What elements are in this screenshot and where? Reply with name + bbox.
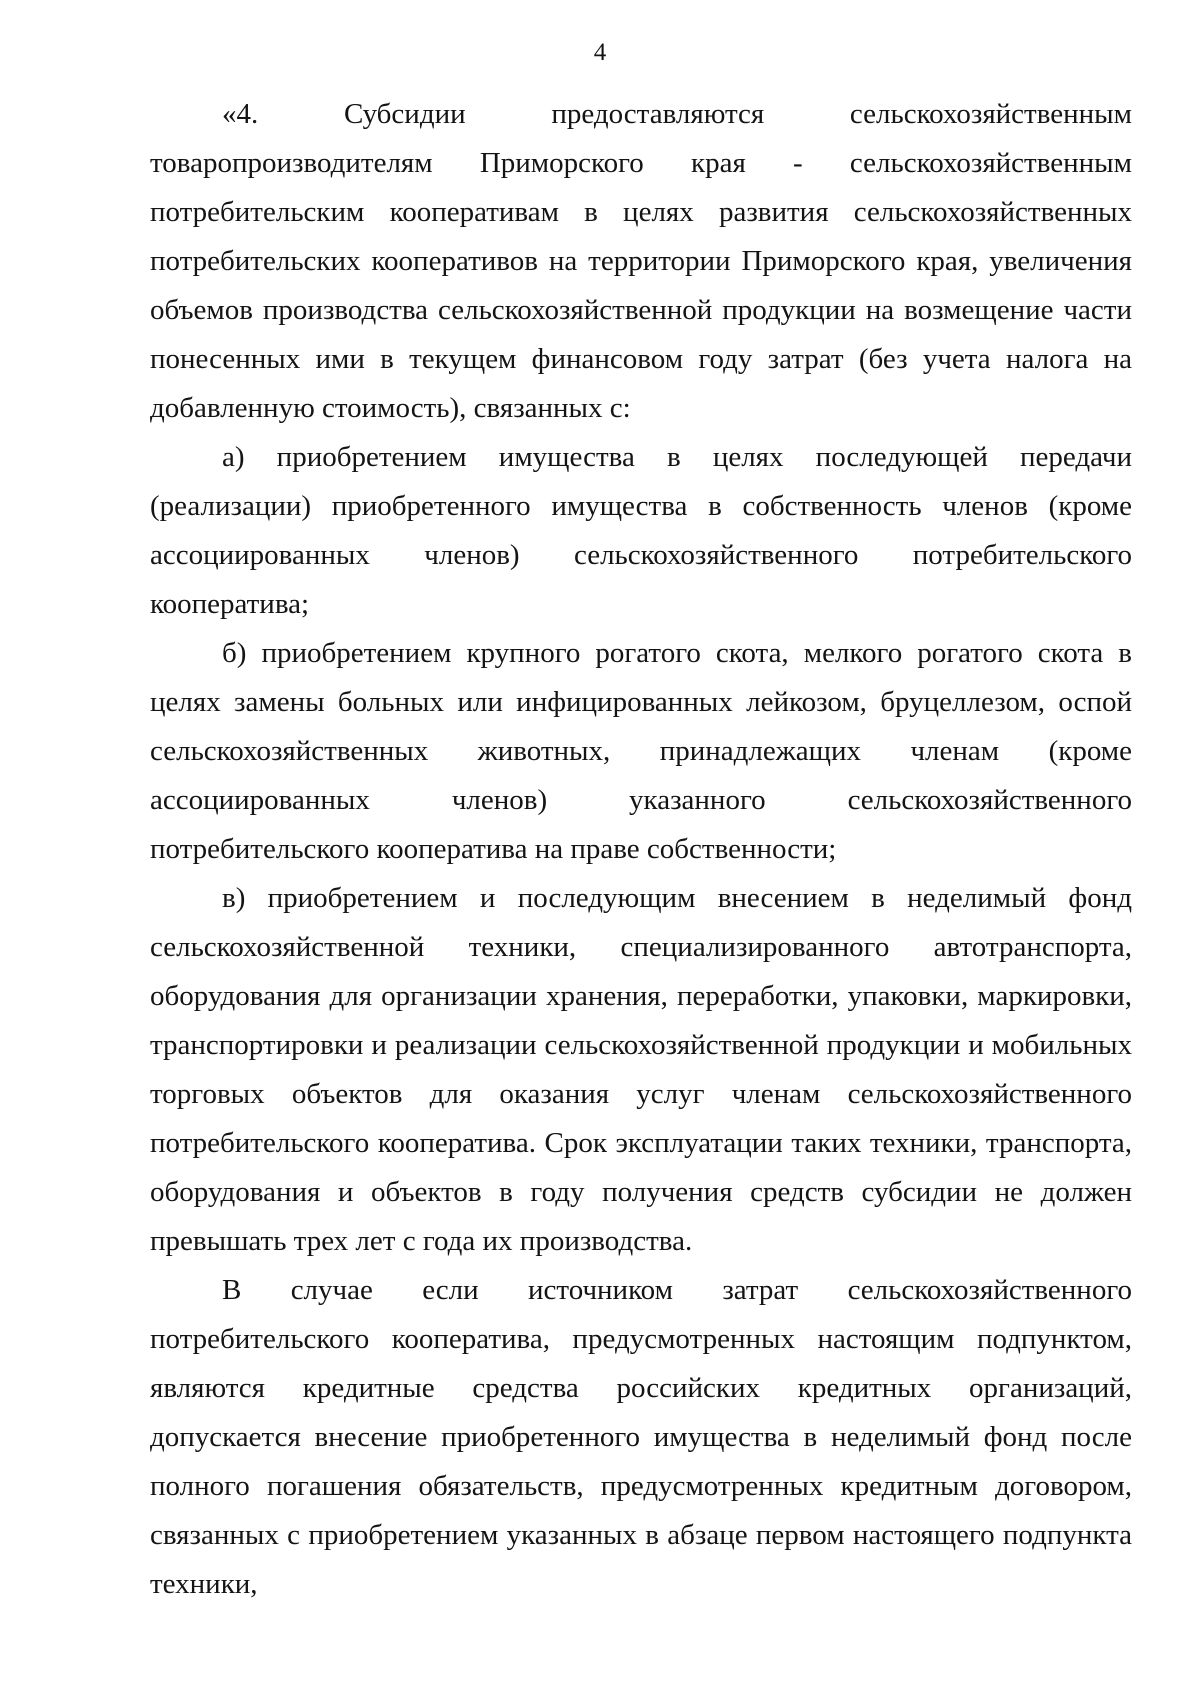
page-number: 4 xyxy=(593,39,607,66)
paragraph-item-v: в) приобретением и последующим внесением в неделимый фонд сельскохозяйственной техники, специализированного автотранспорта, оборудования для организации хранения, переработки, упаковки, маркировки, транспортировки и реализации сельскохозяйственной продукции и мобильных торговых объектов для оказания услуг членам сельскохозяйственного потребительского кооператива. Срок эксплуатации таких техники, транспорта, оборудования и объектов в году получения средств субсидии не должен превышать трех лет с года их производства. xyxy=(150,882,1132,1257)
paragraph-item-a: а) приобретением имущества в целях последующей передачи (реализации) приобретенного имущества в собственность членов (кроме ассоциированных членов) сельскохозяйственного потребительского кооператива; xyxy=(150,441,1132,620)
paragraph-subsidy-intro: «4. Субсидии предоставляются сельскохозяйственным товаропроизводителям Приморского края - сельскохозяйственным потребительским кооперативам в целях развития сельскохозяйственных потребительских кооперативов на территории Приморского края, увеличения объемов производства сельскохозяйственной продукции на возмещение части понесенных ими в текущем финансовом году затрат (без учета налога на добавленную стоимость), связанных с: xyxy=(150,98,1132,424)
paragraph-credit-case: В случае если источником затрат сельскохозяйственного потребительского кооператива, предусмотренных настоящим подпунктом, являются кредитные средства российских кредитных организаций, допускается внесение приобретенного имущества в неделимый фонд после полного погашения обязательств, предусмотренных кредитным договором, связанных с приобретением указанных в абзаце первом настоящего подпункта техники, xyxy=(150,1274,1132,1600)
paragraph-item-b: б) приобретением крупного рогатого скота, мелкого рогатого скота в целях замены больных или инфицированных лейкозом, бруцеллезом, оспой сельскохозяйственных животных, принадлежащих членам (кроме ассоциированных членов) указанного сельскохозяйственного потребительского кооператива на праве собственности; xyxy=(150,637,1132,865)
document-body xyxy=(150,90,1132,1609)
